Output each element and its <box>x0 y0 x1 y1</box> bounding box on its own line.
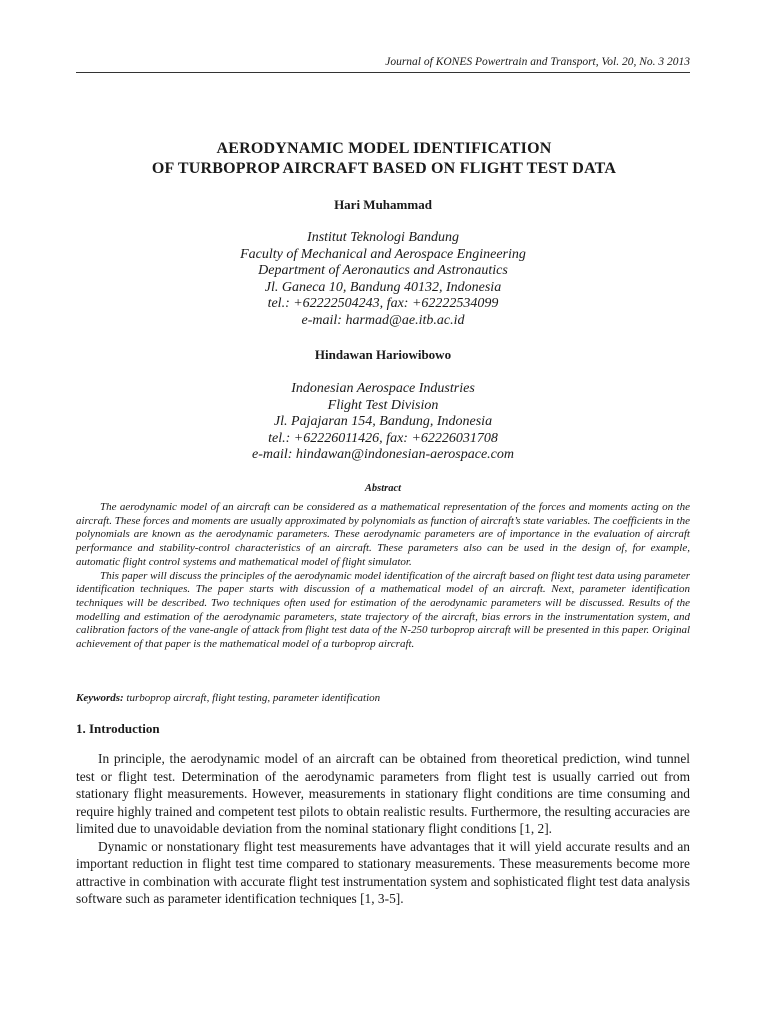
affiliation-line: Indonesian Aerospace Industries <box>291 381 475 396</box>
title-line-1: AERODYNAMIC MODEL IDENTIFICATION <box>216 140 552 157</box>
keywords-line <box>76 691 690 705</box>
author-affiliation-2 <box>76 381 690 464</box>
affiliation-line: Jl. Ganeca 10, Bandung 40132, Indonesia <box>264 279 502 295</box>
author-name-2: Hindawan Hariowibowo <box>314 347 452 362</box>
journal-header: Journal of KONES Powertrain and Transport, Vol. 20, No. 3 2013 <box>385 56 690 68</box>
body-paragraph: Dynamic or nonstationary flight test measurements have advantages that it will yield accurate results and an important reduction in flight test time compared to stationary measurements. These measurements become more attractive in combination with accurate flight test instrumentation system and sophisticated flight test data analysis software such as parameter identification techniques [1, 3-5]. <box>76 838 690 906</box>
abstract-heading: Abstract <box>364 483 402 494</box>
affiliation-line: tel.: +62222504243, fax: +62222534099 <box>267 296 499 312</box>
affiliation-line: Institut Teknologi Bandung <box>307 230 459 245</box>
keywords-text: turboprop aircraft, flight testing, parameter identification <box>126 692 381 704</box>
affiliation-line: Department of Aeronautics and Astronautics <box>258 263 508 279</box>
keywords-label: Keywords: <box>76 692 124 704</box>
abstract-paragraph: The aerodynamic model of an aircraft can be considered as a mathematical representation of the forces and moments acting on the aircraft. These forces and moments are usually approximated by polynomials as function of aircraft’s state variables. The coefficients in the polynomials are known as the aerodynamic parameters. These aerodynamic parameters are of importance in the evaluation of aircraft performance and stability-control characteristics of an aircraft. These parameters also can be used in the design of, for example, automatic flight control systems and mathematical model of flight simulator. <box>76 501 690 568</box>
affiliation-line: tel.: +62226011426, fax: +62226031708 <box>268 430 498 446</box>
author-email: e-mail: hindawan@indonesian-aerospace.com <box>252 447 514 463</box>
header-rule <box>76 72 690 73</box>
author-email: e-mail: harmad@ae.itb.ac.id <box>301 312 465 328</box>
title-line-2: OF TURBOPROP AIRCRAFT BASED ON FLIGHT TEST DATA <box>151 160 617 177</box>
affiliation-line: Jl. Pajajaran 154, Bandung, Indonesia <box>273 414 493 430</box>
author-affiliation-1 <box>76 230 690 330</box>
section-heading-introduction: 1. Introduction <box>76 721 160 736</box>
affiliation-line: Faculty of Mechanical and Aerospace Engineering <box>240 246 526 262</box>
affiliation-line: Flight Test Division <box>327 397 439 413</box>
author-name-1: Hari Muhammad <box>334 197 432 212</box>
introduction-body <box>76 750 690 908</box>
paper-title <box>60 139 708 179</box>
body-paragraph: In principle, the aerodynamic model of an aircraft can be obtained from theoretical prediction, wind tunnel test or flight test. Determination of the aerodynamic parameters from flight test is usually carried out from stationary flight measurements. However, measurements in stationary flight conditions are time consuming and require highly trained and competent test pilots to obtain realistic results. Furthermore, the resulting accuracies are limited due to unavoidable deviation from the nominal stationary flight conditions [1, 2]. <box>76 751 690 836</box>
abstract-body <box>76 501 690 652</box>
abstract-paragraph: This paper will discuss the principles of the aerodynamic model identification of the aircraft based on flight test data using parameter identification techniques. The paper starts with discussion of a mathematical model of an aircraft. Next, parameter identification techniques will be described. Two techniques often used for estimation of the aerodynamic parameters will be discussed. Results of the modelling and estimation of the aerodynamic parameters, state trajectory of the aircraft, bias errors in the instrumentation system, and calibration factors of the vane-angle of attack from flight test data of the N-250 turboprop aircraft will be presented in this paper. Original achievement of that paper is the mathematical model of a turboprop aircraft. <box>76 569 690 651</box>
